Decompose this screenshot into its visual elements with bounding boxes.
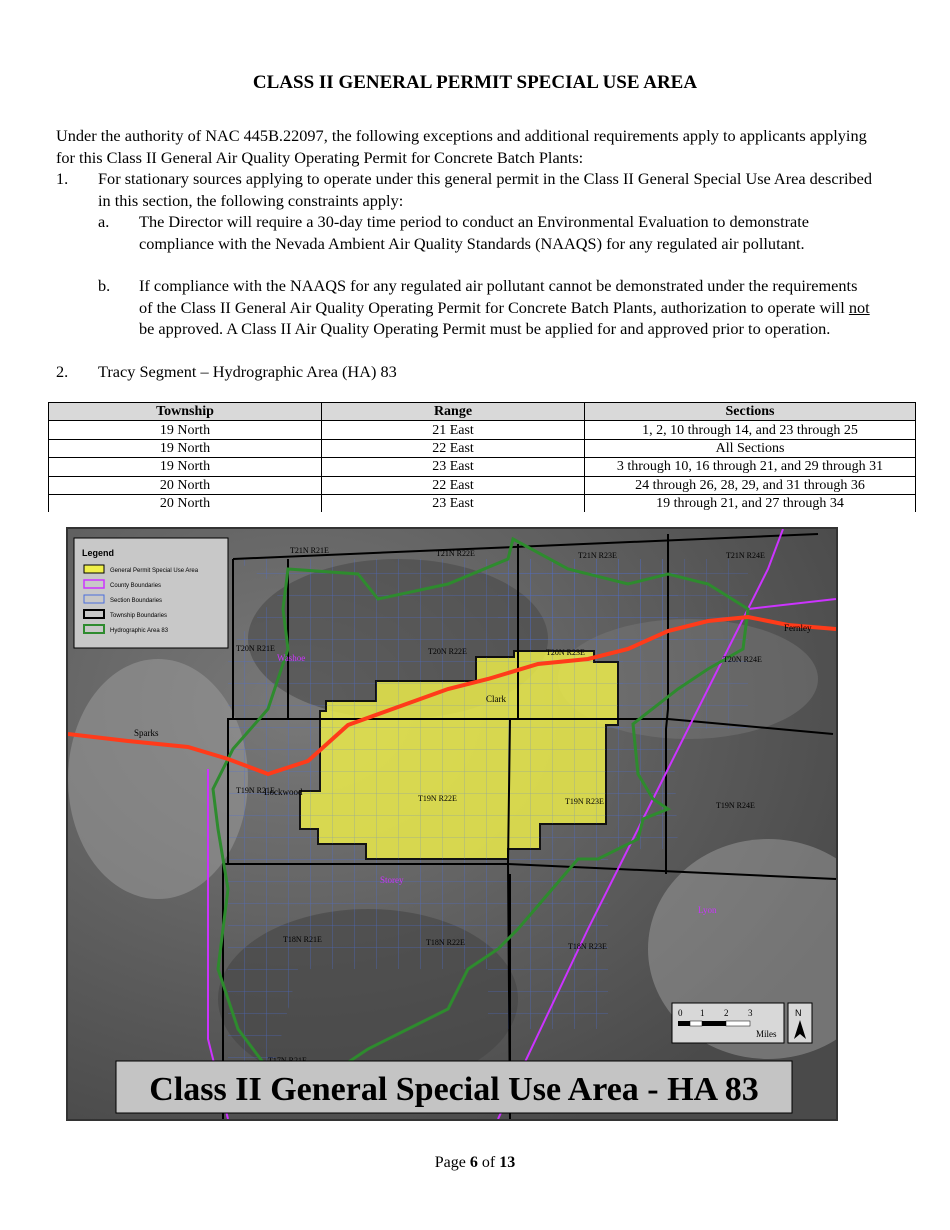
item-1b-text-post: be approved. A Class II Air Quality Operating Permit must be applied for and approved prior to operation. — [139, 319, 831, 338]
cell: 24 through 26, 28, 29, and 31 through 36 — [585, 476, 916, 494]
scale-unit: Miles — [756, 1029, 777, 1039]
item-1-number: 1. — [56, 169, 69, 188]
item-2-text: Tracy Segment – Hydrographic Area (HA) 83 — [98, 362, 397, 381]
table-row — [49, 421, 916, 439]
cell: 22 East — [322, 439, 585, 457]
map-graphic — [68, 529, 836, 1119]
township-label: T19N R22E — [418, 794, 457, 803]
intro-text: Under the authority of NAC 445B.22097, the following exceptions and additional requirements apply to applicants applying for this Class II General Air Quality Operating Permit for Concrete Batch Plants: — [56, 126, 867, 167]
scale-segment — [690, 1021, 702, 1026]
place-storey: Storey — [380, 875, 404, 885]
scale-tick: 3 — [748, 1008, 753, 1018]
header-range: Range — [322, 403, 585, 421]
map-caption: Class II General Special Use Area - HA 83 — [149, 1071, 759, 1108]
township-label: T20N R24E — [723, 655, 762, 664]
legend-swatch-special — [84, 565, 104, 573]
item-1b-text — [139, 275, 874, 340]
scale-segment — [726, 1021, 750, 1026]
page-title: CLASS II GENERAL PERMIT SPECIAL USE AREA — [252, 72, 698, 93]
cell: 19 North — [49, 458, 322, 476]
scale-segment — [702, 1021, 726, 1026]
scale-bar — [672, 1003, 812, 1043]
cell: 19 North — [49, 439, 322, 457]
table-header-row — [49, 403, 916, 421]
cell: 21 East — [322, 421, 585, 439]
special-use-area-map — [66, 527, 838, 1121]
item-1b-letter: b. — [98, 276, 111, 295]
cell: 1, 2, 10 through 14, and 23 through 25 — [585, 421, 916, 439]
footer-current-page: 6 — [469, 1154, 478, 1171]
intro-paragraph — [56, 125, 886, 168]
place-fernley: Fernley — [784, 623, 812, 633]
item-1b-text-pre: If compliance with the NAAQS for any regulated air pollutant cannot be demonstrated under the requirements of the Class II General Air Quality Operating Permit for Concrete Batch Plants, authorization to operate will — [139, 276, 858, 317]
township-label: T20N R23E — [546, 648, 585, 657]
valley-area — [68, 659, 248, 899]
place-clark: Clark — [486, 694, 506, 704]
legend-label: Township Boundaries — [110, 613, 168, 619]
cell: 22 East — [322, 476, 585, 494]
place-lyon: Lyon — [698, 905, 717, 915]
township-label: T18N R21E — [283, 935, 322, 944]
table-row — [49, 476, 916, 494]
scale-tick: 2 — [724, 1008, 729, 1018]
header-sections: Sections — [585, 403, 916, 421]
cell: 23 East — [322, 494, 585, 512]
footer-mid: of — [477, 1154, 500, 1171]
cell: 3 through 10, 16 through 21, and 29 through 31 — [585, 458, 916, 476]
item-1-text: For stationary sources applying to operate under this general permit in the Class II General Special Use Area described in this section, the following constraints apply: — [98, 169, 873, 210]
page-footer — [0, 1154, 950, 1172]
scale-tick: 1 — [700, 1008, 705, 1018]
legend-title: Legend — [82, 548, 115, 558]
cell: 23 East — [322, 458, 585, 476]
township-label: T19N R21E — [236, 786, 275, 795]
cell: 19 through 21, and 27 through 34 — [585, 494, 916, 512]
township-table — [48, 402, 916, 512]
place-washoe: Washoe — [277, 653, 306, 663]
place-sparks: Sparks — [134, 728, 159, 738]
township-label: T21N R23E — [578, 551, 617, 560]
township-label: T20N R22E — [428, 647, 467, 656]
township-label: T20N R21E — [236, 644, 275, 653]
township-label: T19N R24E — [716, 801, 755, 810]
legend-label: County Boundaries — [110, 583, 162, 589]
scale-tick: 0 — [678, 1008, 683, 1018]
header-township: Township — [49, 403, 322, 421]
township-label: T21N R24E — [726, 551, 765, 560]
township-label: T18N R23E — [568, 942, 607, 951]
cell: All Sections — [585, 439, 916, 457]
place-lockwood: Lockwood — [264, 787, 303, 797]
table-row — [49, 458, 916, 476]
north-label: N — [795, 1008, 802, 1018]
item-1a-letter: a. — [98, 212, 110, 231]
footer-pre: Page — [434, 1154, 470, 1171]
item-1a-text: The Director will require a 30-day time period to conduct an Environmental Evaluation to demonstrate compliance with the Nevada Ambient Air Quality Standards (NAAQS) for any regulated air pollutant. — [139, 212, 810, 253]
township-label: T18N R22E — [426, 938, 465, 947]
cell: 19 North — [49, 421, 322, 439]
legend-label: Section Boundaries — [110, 598, 163, 604]
township-label: T19N R23E — [565, 797, 604, 806]
township-label: T21N R21E — [290, 546, 329, 555]
table-row — [49, 494, 916, 512]
map-legend — [74, 538, 228, 648]
item-1b-not: not — [848, 297, 870, 317]
cell: 20 North — [49, 476, 322, 494]
legend-label: General Permit Special Use Area — [110, 568, 199, 574]
table-row — [49, 439, 916, 457]
legend-label: Hydrographic Area 83 — [110, 628, 169, 634]
township-label: T21N R22E — [436, 549, 475, 558]
cell: 20 North — [49, 494, 322, 512]
footer-total-pages: 13 — [499, 1154, 516, 1171]
scale-segment — [678, 1021, 690, 1026]
item-2-number: 2. — [56, 362, 69, 381]
